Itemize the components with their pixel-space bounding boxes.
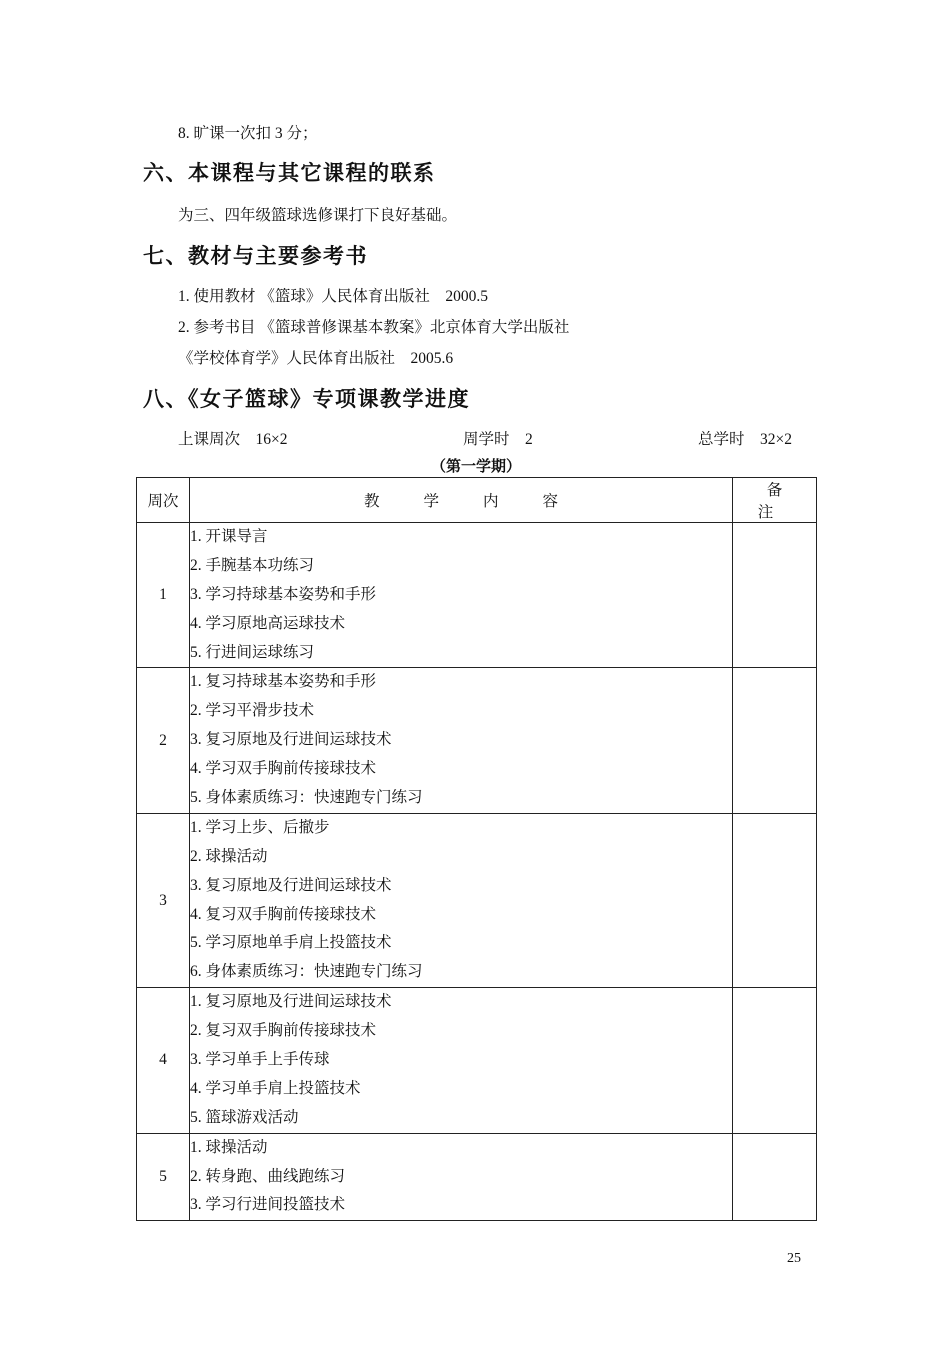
list-item: 1. 开课导言: [190, 528, 268, 545]
list-item: 3. 复习原地及行进间运球技术: [190, 876, 392, 894]
list-item: 3. 学习行进间投篮技术: [190, 1196, 346, 1214]
week-column-header: 周次: [137, 478, 190, 523]
week-note: [733, 1133, 817, 1221]
week-number: 4: [137, 988, 190, 1133]
week-content: [190, 668, 733, 813]
week-number: 3: [137, 813, 190, 987]
list-item: 2. 手腕基本功练习: [190, 556, 315, 574]
table-row: [137, 813, 817, 987]
list-item: 1. 复习持球基本姿势和手形: [190, 673, 377, 691]
week-note: [733, 988, 817, 1133]
note-column-header: 备注: [733, 478, 817, 523]
week-note: [733, 813, 817, 987]
table-row: [137, 1133, 817, 1221]
list-item: 3. 学习单手上手传球: [190, 1051, 330, 1069]
table-row: [137, 988, 817, 1133]
table-header-row: [137, 478, 817, 523]
hours-per-week-info: 周学时 2: [463, 431, 533, 448]
page-number: 25: [787, 1251, 801, 1266]
week-number: 2: [137, 668, 190, 813]
reference-item-2: 《学校体育学》人民体育出版社 2005.6: [178, 350, 454, 367]
section-7-heading: 七、教材与主要参考书: [143, 244, 368, 268]
week-content: [190, 988, 733, 1133]
list-item: 2. 球操活动: [190, 847, 268, 865]
list-item: 5. 行进间运球练习: [190, 643, 315, 661]
weeks-info: 上课周次 16×2: [178, 431, 288, 448]
list-item: 6. 身体素质练习：快速跑专门练习: [190, 963, 423, 981]
section-8-heading: 八、《女子篮球》专项课教学进度: [143, 387, 470, 411]
table-row: [137, 523, 817, 668]
section-6-text: 为三、四年级篮球选修课打下良好基础。: [178, 207, 458, 224]
textbook-item: 1. 使用教材 《篮球》人民体育出版社 2000.5: [178, 288, 489, 305]
rule-item-8: 8. 旷课一次扣 3 分；: [178, 125, 318, 142]
list-item: 4. 复习双手胸前传接球技术: [190, 905, 377, 923]
list-item: 5. 篮球游戏活动: [190, 1108, 299, 1126]
reference-item: 2. 参考书目 《篮球普修课基本教案》北京体育大学出版社: [178, 319, 570, 336]
section-6-heading: 六、本课程与其它课程的联系: [143, 161, 436, 185]
list-item: 2. 学习平滑步技术: [190, 702, 315, 720]
list-item: 1. 复习原地及行进间运球技术: [190, 993, 392, 1011]
list-item: 1. 学习上步、后撤步: [190, 818, 330, 836]
list-item: 4. 学习单手肩上投篮技术: [190, 1079, 361, 1097]
list-item: 4. 学习原地高运球技术: [190, 614, 346, 632]
week-number: 5: [137, 1133, 190, 1221]
list-item: 5. 身体素质练习：快速跑专门练习: [190, 789, 423, 807]
week-note: [733, 523, 817, 668]
list-item: 3. 学习持球基本姿势和手形: [190, 585, 377, 603]
total-hours-info: 总学时 32×2: [698, 431, 792, 448]
week-content: [190, 813, 733, 987]
week-content: [190, 523, 733, 668]
week-content: [190, 1133, 733, 1221]
list-item: 3. 复习原地及行进间运球技术: [190, 731, 392, 749]
schedule-table: [136, 477, 817, 1221]
list-item: 2. 复习双手胸前传接球技术: [190, 1022, 377, 1040]
list-item: 1. 球操活动: [190, 1138, 268, 1156]
list-item: 2. 转身跑、曲线跑练习: [190, 1167, 346, 1185]
week-number: 1: [137, 523, 190, 668]
week-note: [733, 668, 817, 813]
list-item: 5. 学习原地单手肩上投篮技术: [190, 934, 392, 952]
table-row: [137, 668, 817, 813]
list-item: 4. 学习双手胸前传接球技术: [190, 760, 377, 778]
content-column-header: 教学内容: [190, 478, 733, 523]
term-label: （第一学期）: [430, 457, 521, 475]
